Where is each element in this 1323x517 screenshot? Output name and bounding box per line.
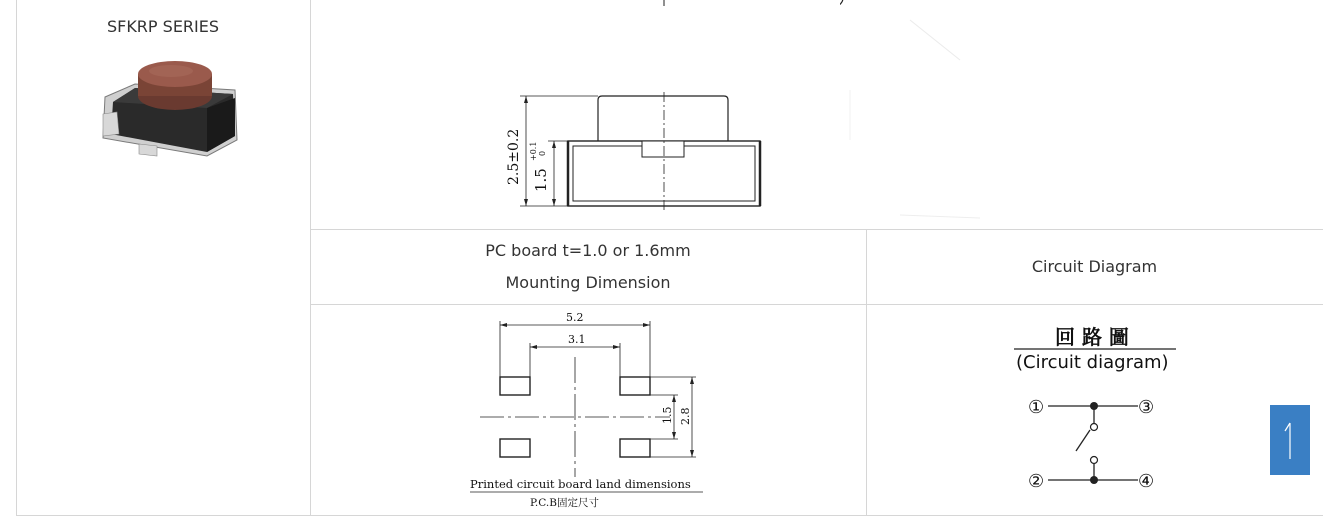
arrow-up-icon [1270, 405, 1310, 475]
product-photo [95, 52, 245, 162]
mounting-header-line1: PC board t=1.0 or 1.6mm [485, 241, 691, 260]
pin-2: ② [1028, 471, 1045, 492]
dim-outer-label: 5.2 [566, 311, 584, 324]
circuit-diagram-drawing [1000, 320, 1200, 500]
table-row-divider-1 [310, 229, 1323, 230]
pcb-caption-cn: P.C.B固定尺寸 [530, 497, 599, 509]
circuit-title-cn: 回 路 圖 [1055, 325, 1129, 349]
side-view-drawing [490, 0, 790, 220]
dim-pad-gap-label: 1.5 [661, 406, 674, 424]
dim-body-tol-minus: 0 [538, 150, 547, 156]
dim-pad-span-label: 2.8 [679, 407, 692, 425]
pin-4: ④ [1138, 471, 1155, 492]
circuit-header: Circuit Diagram [1031, 257, 1158, 276]
dim-inner-label: 3.1 [568, 333, 586, 346]
faded-drawing-area [840, 0, 1000, 225]
mounting-header-line2: Mounting Dimension [505, 273, 671, 292]
table-border-left [16, 0, 17, 516]
mounting-dimension-drawing [460, 305, 720, 515]
table-border-bottom [16, 515, 1323, 516]
series-title: SFKRP SERIES [106, 17, 220, 36]
pin-3: ③ [1138, 397, 1155, 418]
pin-1: ① [1028, 397, 1045, 418]
dim-total-label: 2.5±0.2 [506, 128, 522, 185]
dim-body-label: 1.5 [532, 168, 550, 192]
circuit-title-en: (Circuit diagram) [1016, 352, 1169, 373]
dim-body-tol-plus: +0.1 [529, 141, 538, 161]
back-to-top-button[interactable] [1270, 405, 1310, 475]
pcb-caption-en: Printed circuit board land dimensions [470, 477, 691, 491]
